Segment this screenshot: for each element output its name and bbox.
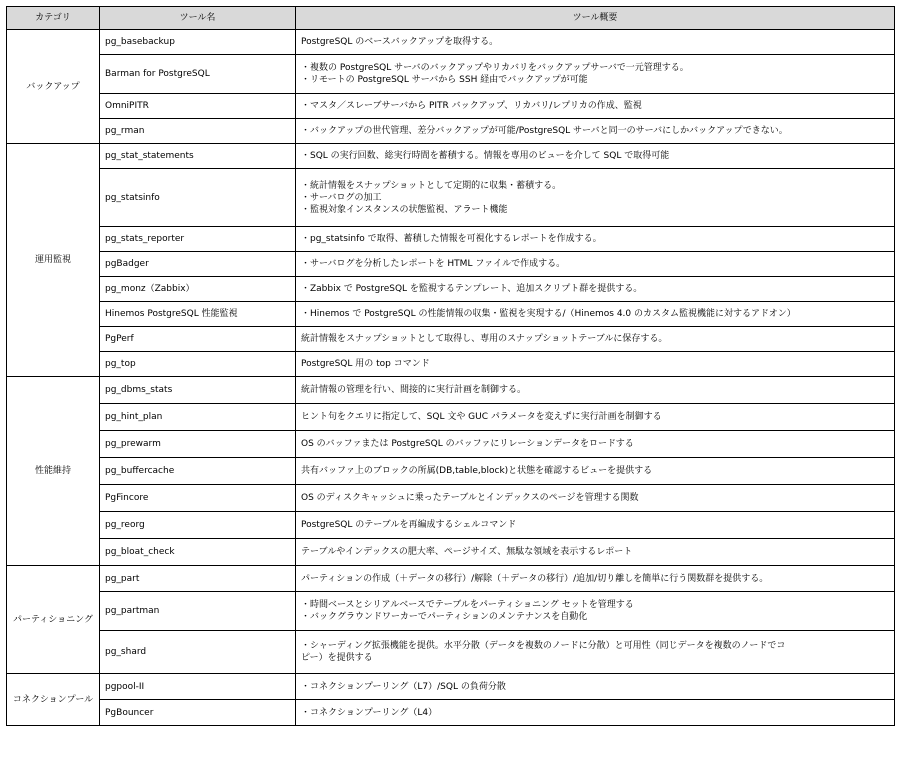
tool-summary — [296, 169, 895, 227]
tool-name: pg_part — [100, 566, 296, 592]
summary-line: ピー）を提供する — [301, 653, 373, 663]
summary-line: ・バックアップの世代管理、差分バックアップが可能/PostgreSQL サーバと同一のサーバにしかバックアップできない。 — [301, 126, 788, 136]
table-row — [7, 458, 895, 485]
summary-line: ・コネクションプーリング（L4） — [301, 707, 438, 718]
tool-summary — [296, 512, 895, 539]
table-row — [7, 30, 895, 55]
tool-summary — [296, 377, 895, 404]
summary-line: ・pg_statsinfo で取得、蓄積した情報を可視化するレポートを作成する。 — [301, 234, 602, 244]
category-cell: 運用監視 — [7, 144, 100, 377]
tool-summary — [296, 566, 895, 592]
tool-summary — [296, 94, 895, 119]
tool-summary — [296, 144, 895, 169]
header-summary: ツール概要 — [296, 7, 895, 30]
summary-line: ・シャーディング拡張機能を提供。水平分散（データを複数のノードに分散）と可用性（同じデータを複数のノードでコ — [301, 641, 786, 651]
table-row — [7, 539, 895, 566]
summary-line: ヒント句をクエリに指定して、SQL 文や GUC パラメータを変えずに実行計画を制御する — [301, 412, 662, 422]
tool-name: pg_monz（Zabbix） — [100, 277, 296, 302]
category-cell: バックアップ — [7, 30, 100, 144]
header-row — [7, 7, 895, 30]
summary-line: ・時間ベースとシリアルベースでテーブルをパーティショニング セットを管理する — [301, 600, 634, 610]
tool-summary — [296, 431, 895, 458]
summary-line: ・マスタ／スレーブサーバから PITR バックアップ、リカバリ/レプリカの作成、監視 — [301, 101, 642, 111]
tool-summary — [296, 539, 895, 566]
table-row — [7, 277, 895, 302]
table-row — [7, 631, 895, 674]
summary-line: ・Zabbix で PostgreSQL を監視するテンプレート、追加スクリプト群を提供する。 — [301, 284, 643, 294]
summary-line: テーブルやインデックスの肥大率、ページサイズ、無駄な領域を表示するレポート — [301, 547, 633, 557]
tool-name: pg_basebackup — [100, 30, 296, 55]
tool-name: pg_statsinfo — [100, 169, 296, 227]
tool-summary — [296, 302, 895, 327]
table-row — [7, 404, 895, 431]
table-row — [7, 252, 895, 277]
tool-name: pg_stat_statements — [100, 144, 296, 169]
tool-summary — [296, 277, 895, 302]
category-cell: パーティショニング — [7, 566, 100, 674]
tool-summary — [296, 227, 895, 252]
summary-line: ・SQL の実行回数、総実行時間を蓄積する。情報を専用のビューを介して SQL で取得可能 — [301, 151, 670, 161]
category-cell: 性能維持 — [7, 377, 100, 566]
tool-name: pg_reorg — [100, 512, 296, 539]
tool-summary — [296, 352, 895, 377]
tool-name: pg_stats_reporter — [100, 227, 296, 252]
summary-line: PostgreSQL のテーブルを再編成するシェルコマンド — [301, 520, 517, 530]
tool-summary — [296, 30, 895, 55]
table-row — [7, 119, 895, 144]
tool-summary — [296, 592, 895, 631]
tool-summary — [296, 700, 895, 726]
table-row — [7, 352, 895, 377]
summary-line: ・複数の PostgreSQL サーバのバックアップやリカバリをバックアップサーバで一元管理する。 — [301, 63, 689, 73]
summary-line: OS のディスクキャッシュに乗ったテーブルとインデックスのページを管理する関数 — [301, 493, 639, 503]
tool-name: OmniPITR — [100, 94, 296, 119]
table-row — [7, 592, 895, 631]
tool-summary — [296, 327, 895, 352]
tool-name: Barman for PostgreSQL — [100, 55, 296, 94]
table-row — [7, 700, 895, 726]
table-row — [7, 674, 895, 700]
table-row — [7, 431, 895, 458]
tool-name: pg_partman — [100, 592, 296, 631]
summary-line: ・サーバログを分析したレポートを HTML ファイルで作成する。 — [301, 259, 566, 269]
tool-summary — [296, 674, 895, 700]
table-row — [7, 485, 895, 512]
tool-name: pg_bloat_check — [100, 539, 296, 566]
tool-name: Hinemos PostgreSQL 性能監視 — [100, 302, 296, 327]
summary-line: ・リモートの PostgreSQL サーバから SSH 経由でバックアップが可能 — [301, 75, 588, 85]
tool-name: pg_prewarm — [100, 431, 296, 458]
table-row — [7, 377, 895, 404]
summary-line: 統計情報の管理を行い、間接的に実行計画を制御する。 — [301, 385, 527, 395]
summary-line: ・監視対象インスタンスの状態監視、アラート機能 — [301, 204, 508, 215]
category-cell: コネクションプール — [7, 674, 100, 726]
header-category: カテゴリ — [7, 7, 100, 30]
tool-name: pg_top — [100, 352, 296, 377]
table-row — [7, 227, 895, 252]
table-row — [7, 94, 895, 119]
tool-summary — [296, 631, 895, 674]
summary-line: PostgreSQL 用の top コマンド — [301, 359, 430, 369]
tool-summary — [296, 55, 895, 94]
summary-line: パーティションの作成（＋データの移行）/解除（＋データの移行）/追加/切り離しを簡単に行う関数群を提供する。 — [301, 573, 769, 584]
tool-name: PgFincore — [100, 485, 296, 512]
summary-line: ・Hinemos で PostgreSQL の性能情報の収集・監視を実現する/（Hinemos 4.0 のカスタム監視機能に対するアドオン） — [301, 309, 796, 319]
summary-line: OS のバッファまたは PostgreSQL のバッファにリレーションデータをロードする — [301, 439, 634, 449]
summary-line: ・サーバログの加工 — [301, 192, 382, 203]
tool-summary — [296, 485, 895, 512]
tool-summary — [296, 404, 895, 431]
tool-name: pgBadger — [100, 252, 296, 277]
table-row — [7, 327, 895, 352]
tool-summary — [296, 458, 895, 485]
tool-name: PgPerf — [100, 327, 296, 352]
tool-name: pg_dbms_stats — [100, 377, 296, 404]
summary-line: 共有バッファ上のブロックの所属(DB,table,block)と状態を確認するビューを提供する — [301, 466, 653, 476]
tool-name: pg_hint_plan — [100, 404, 296, 431]
summary-line: ・コネクションプーリング（L7）/SQL の負荷分散 — [301, 681, 506, 692]
tool-summary — [296, 119, 895, 144]
tool-name: pg_buffercache — [100, 458, 296, 485]
table-row — [7, 302, 895, 327]
summary-line: ・統計情報をスナップショットとして定期的に収集・蓄積する。 — [301, 180, 562, 191]
summary-line: 統計情報をスナップショットとして取得し、専用のスナップショットテーブルに保存する。 — [301, 334, 668, 344]
table-body — [7, 30, 895, 726]
table-row — [7, 55, 895, 94]
table-row — [7, 169, 895, 227]
tool-name: pg_shard — [100, 631, 296, 674]
tool-name: pgpool-II — [100, 674, 296, 700]
table-row — [7, 566, 895, 592]
tool-summary — [296, 252, 895, 277]
table-row — [7, 144, 895, 169]
header-tool: ツール名 — [100, 7, 296, 30]
table-row — [7, 512, 895, 539]
summary-line: PostgreSQL のベースバックアップを取得する。 — [301, 37, 499, 47]
summary-line: ・バックグラウンドワーカーでパーティションのメンテナンスを自動化 — [301, 612, 588, 622]
tool-name: PgBouncer — [100, 700, 296, 726]
tool-name: pg_rman — [100, 119, 296, 144]
tools-table — [6, 6, 895, 726]
